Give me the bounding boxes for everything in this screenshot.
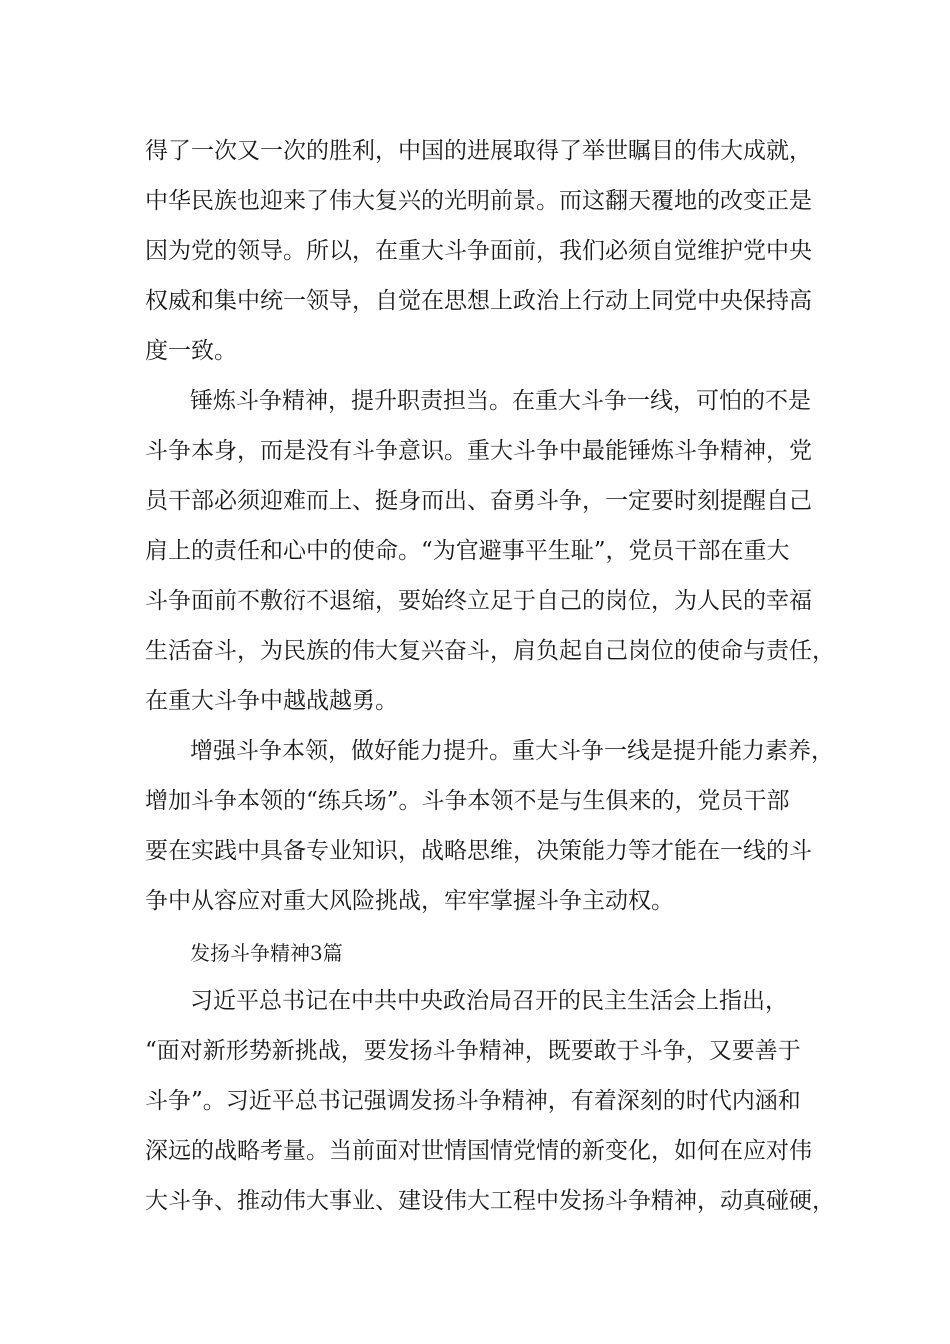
section-heading: 发扬斗争精神3篇 (190, 941, 343, 965)
text-line: 争中从容应对重大风险挑战，牢牢掌握斗争主动权。 (145, 888, 674, 914)
text-line: 增加斗争本领的“练兵场”。斗争本领不是与生俱来的，党员干部 (145, 788, 790, 814)
text-line: 要在实践中具备专业知识，战略思维，决策能力等才能在一线的斗 (145, 838, 812, 864)
text-line: 权威和集中统一领导，自觉在思想上政治上行动上同党中央保持高 (145, 288, 812, 314)
text-line: “面对新形势新挑战，要发扬斗争精神，既要敢于斗争，又要善于 (145, 1038, 801, 1064)
text-line: 深远的战略考量。当前面对世情国情党情的新变化，如何在应对伟 (145, 1138, 812, 1164)
text-line: 因为党的领导。所以，在重大斗争面前，我们必须自觉维护党中央 (145, 238, 812, 264)
paragraph-start-line: 增强斗争本领，做好能力提升。重大斗争一线是提升能力素养， (190, 738, 834, 764)
text-line: 度一致。 (145, 338, 237, 364)
paragraph-start-line: 锤炼斗争精神，提升职责担当。在重大斗争一线，可怕的不是 (190, 388, 811, 414)
text-line: 大斗争、推动伟大事业、建设伟大工程中发扬斗争精神，动真碰硬， (145, 1188, 835, 1214)
text-line: 在重大斗争中越战越勇。 (145, 688, 398, 714)
text-line: 中华民族也迎来了伟大复兴的光明前景。而这翻天覆地的改变正是 (145, 188, 812, 214)
paragraph-start-line: 习近平总书记在中共中央政治局召开的民主生活会上指出， (190, 988, 788, 1014)
text-line: 生活奋斗，为民族的伟大复兴奋斗，肩负起自己岗位的使命与责任， (145, 638, 835, 664)
text-line: 斗争面前不敷衍不退缩，要始终立足于自己的岗位，为人民的幸福 (145, 588, 812, 614)
text-line: 得了一次又一次的胜利，中国的进展取得了举世瞩目的伟大成就， (145, 138, 812, 164)
text-line: 肩上的责任和心中的使命。“为官避事平生耻”，党员干部在重大 (145, 538, 790, 564)
text-line: 斗争”。习近平总书记强调发扬斗争精神，有着深刻的时代内涵和 (145, 1088, 801, 1114)
text-line: 斗争本身，而是没有斗争意识。重大斗争中最能锤炼斗争精神，党 (145, 438, 812, 464)
text-line: 员干部必须迎难而上、挺身而出、奋勇斗争，一定要时刻提醒自己 (145, 488, 812, 514)
